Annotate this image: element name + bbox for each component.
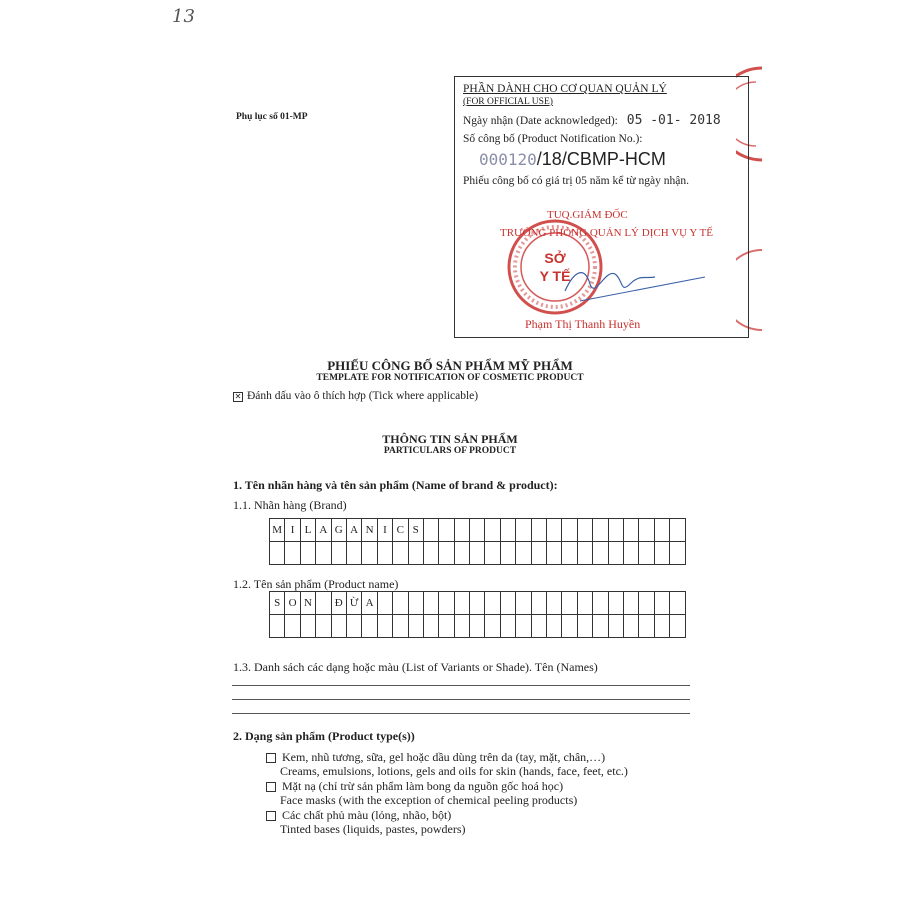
grid-cell bbox=[500, 592, 515, 615]
grid-cell: G bbox=[331, 519, 346, 542]
product-type-label-en: Tinted bases (liquids, pastes, powders) bbox=[280, 822, 466, 836]
grid-cell bbox=[377, 542, 392, 565]
grid-cell bbox=[608, 615, 623, 638]
grid-cell bbox=[516, 592, 531, 615]
variants-label: 1.3. Danh sách các dạng hoặc màu (List of Variants or Shade). Tên (Names) bbox=[233, 660, 598, 674]
product-type-label-en: Creams, emulsions, lotions, gels and oils for skin (hands, face, feet, etc.) bbox=[280, 764, 628, 778]
grid-cell bbox=[316, 592, 331, 615]
grid-cell bbox=[608, 592, 623, 615]
grid-cell bbox=[454, 615, 469, 638]
grid-cell bbox=[500, 519, 515, 542]
grid-cell bbox=[485, 542, 500, 565]
checkbox-icon bbox=[266, 811, 276, 821]
grid-cell bbox=[393, 542, 408, 565]
official-use-box bbox=[454, 76, 749, 338]
grid-cell bbox=[408, 592, 423, 615]
stamp-line1: TUQ.GIÁM ĐỐC bbox=[547, 209, 628, 221]
product-name-grid bbox=[269, 591, 686, 638]
grid-cell bbox=[500, 615, 515, 638]
grid-cell: L bbox=[300, 519, 315, 542]
grid-cell bbox=[454, 519, 469, 542]
grid-cell bbox=[423, 592, 438, 615]
grid-cell bbox=[639, 542, 654, 565]
date-value: 05 -01- 2018 bbox=[626, 113, 721, 128]
form-title-en: TEMPLATE FOR NOTIFICATION OF COSMETIC PRODUCT bbox=[316, 373, 584, 383]
grid-cell bbox=[470, 519, 485, 542]
section1-heading: 1. Tên nhãn hàng và tên sản phẩm (Name of brand & product): bbox=[233, 478, 558, 492]
grid-cell: M bbox=[270, 519, 285, 542]
checkbox-icon bbox=[266, 753, 276, 763]
signer-name: Phạm Thị Thanh Huyền bbox=[525, 317, 641, 331]
grid-cell: I bbox=[377, 519, 392, 542]
grid-cell bbox=[485, 615, 500, 638]
grid-cell bbox=[346, 542, 361, 565]
tick-note: ✕ Đánh dấu vào ô thích hợp (Tick where applicable) bbox=[234, 390, 479, 402]
grid-cell bbox=[423, 519, 438, 542]
grid-cell: A bbox=[346, 519, 361, 542]
grid-cell bbox=[593, 592, 608, 615]
grid-cell bbox=[439, 592, 454, 615]
grid-cell bbox=[331, 542, 346, 565]
grid-cell bbox=[439, 615, 454, 638]
seal-text-line1: SỞ bbox=[544, 250, 566, 266]
grid-cell bbox=[516, 615, 531, 638]
grid-cell bbox=[577, 542, 592, 565]
signature-icon bbox=[495, 239, 715, 319]
grid-cell bbox=[408, 615, 423, 638]
grid-cell bbox=[470, 592, 485, 615]
product-type-option bbox=[266, 808, 451, 823]
product-type-label-vn: Kem, nhũ tương, sữa, gel hoặc dầu dùng trên da (tay, mặt, chân,…) bbox=[282, 750, 606, 764]
grid-cell bbox=[346, 615, 361, 638]
grid-cell bbox=[562, 542, 577, 565]
notification-label: Số công bố (Product Notification No.): bbox=[463, 133, 643, 145]
grid-cell bbox=[577, 519, 592, 542]
grid-cell bbox=[300, 615, 315, 638]
section2-heading: 2. Dạng sản phẩm (Product type(s)) bbox=[233, 729, 415, 743]
grid-cell bbox=[331, 615, 346, 638]
grid-cell bbox=[393, 592, 408, 615]
grid-cell bbox=[377, 615, 392, 638]
grid-cell bbox=[270, 615, 285, 638]
grid-cell bbox=[639, 592, 654, 615]
grid-cell bbox=[285, 542, 300, 565]
product-type-label-vn: Các chất phủ màu (lỏng, nhão, bột) bbox=[282, 808, 452, 822]
grid-cell bbox=[531, 542, 546, 565]
variants-line bbox=[232, 713, 690, 714]
grid-cell bbox=[439, 519, 454, 542]
grid-cell: Đ bbox=[331, 592, 346, 615]
grid-cell bbox=[623, 615, 638, 638]
grid-cell: A bbox=[362, 592, 377, 615]
grid-cell bbox=[439, 542, 454, 565]
grid-cell bbox=[639, 615, 654, 638]
grid-cell bbox=[454, 592, 469, 615]
product-type-label-vn: Mặt nạ (chỉ trừ sản phẩm làm bong da nguồn gốc hoá học) bbox=[282, 779, 564, 793]
grid-cell bbox=[531, 519, 546, 542]
grid-cell bbox=[593, 615, 608, 638]
grid-cell bbox=[593, 519, 608, 542]
official-heading: PHẦN DÀNH CHO CƠ QUAN QUẢN LÝ bbox=[463, 83, 667, 95]
grid-cell bbox=[670, 519, 685, 542]
product-type-label-en: Face masks (with the exception of chemical peeling products) bbox=[280, 793, 578, 807]
grid-cell: C bbox=[393, 519, 408, 542]
grid-cell: A bbox=[316, 519, 331, 542]
grid-cell bbox=[547, 542, 562, 565]
grid-cell bbox=[654, 615, 669, 638]
grid-cell bbox=[623, 519, 638, 542]
grid-cell bbox=[470, 615, 485, 638]
appendix-label: Phụ lục số 01-MP bbox=[236, 112, 308, 122]
variants-line bbox=[232, 685, 690, 686]
grid-cell: Ừ bbox=[346, 592, 361, 615]
checkbox-icon bbox=[266, 782, 276, 792]
form-title-vn: PHIẾU CÔNG BỐ SẢN PHẨM MỸ PHẨM bbox=[327, 358, 573, 373]
grid-cell bbox=[362, 615, 377, 638]
grid-cell bbox=[500, 542, 515, 565]
grid-cell bbox=[608, 519, 623, 542]
grid-cell bbox=[393, 615, 408, 638]
grid-cell bbox=[670, 592, 685, 615]
validity-note: Phiếu công bố có giá trị 05 năm kể từ ngày nhận. bbox=[463, 175, 689, 187]
grid-cell bbox=[531, 615, 546, 638]
grid-cell bbox=[577, 592, 592, 615]
grid-cell bbox=[639, 519, 654, 542]
grid-cell: N bbox=[300, 592, 315, 615]
brand-grid bbox=[269, 518, 686, 565]
grid-cell: S bbox=[408, 519, 423, 542]
grid-cell: I bbox=[285, 519, 300, 542]
product-type-option bbox=[266, 779, 563, 794]
grid-cell: S bbox=[270, 592, 285, 615]
product-type-option bbox=[266, 750, 605, 765]
grid-cell bbox=[654, 519, 669, 542]
grid-cell bbox=[362, 542, 377, 565]
grid-cell bbox=[654, 542, 669, 565]
grid-cell bbox=[316, 615, 331, 638]
stamp-line2: TRƯỞNG PHÒNG QUẢN LÝ DỊCH VỤ Y TẾ bbox=[500, 227, 713, 239]
ticked-checkbox-icon: ✕ bbox=[234, 392, 242, 401]
grid-cell bbox=[608, 542, 623, 565]
date-label: Ngày nhận (Date acknowledged): 05 -01- 2018 bbox=[463, 113, 721, 128]
grid-cell bbox=[577, 615, 592, 638]
info-title-en: PARTICULARS OF PRODUCT bbox=[383, 446, 517, 456]
grid-cell bbox=[670, 542, 685, 565]
notification-suffix: /18/CBMP-HCM bbox=[536, 149, 666, 169]
grid-cell: O bbox=[285, 592, 300, 615]
brand-label: 1.1. Nhãn hàng (Brand) bbox=[233, 498, 347, 512]
grid-cell bbox=[623, 542, 638, 565]
grid-cell bbox=[408, 542, 423, 565]
page-number-mark: 13 bbox=[172, 6, 195, 27]
grid-cell bbox=[562, 615, 577, 638]
grid-cell bbox=[454, 542, 469, 565]
grid-cell bbox=[562, 519, 577, 542]
grid-cell bbox=[516, 542, 531, 565]
notification-number-stamp: 000120 bbox=[479, 150, 537, 169]
grid-cell bbox=[285, 615, 300, 638]
grid-cell bbox=[270, 542, 285, 565]
grid-cell bbox=[654, 592, 669, 615]
grid-cell bbox=[316, 542, 331, 565]
grid-cell bbox=[531, 592, 546, 615]
seal-text-line2: Y TẾ bbox=[539, 268, 571, 284]
grid-cell bbox=[547, 592, 562, 615]
notification-number bbox=[479, 149, 666, 170]
grid-cell bbox=[547, 615, 562, 638]
grid-cell bbox=[547, 519, 562, 542]
grid-cell bbox=[485, 592, 500, 615]
grid-cell bbox=[470, 542, 485, 565]
variants-line bbox=[232, 699, 690, 700]
product-name-label: 1.2. Tên sản phẩm (Product name) bbox=[233, 577, 399, 591]
info-title-vn: THÔNG TIN SẢN PHẨM bbox=[382, 432, 518, 446]
grid-cell bbox=[623, 592, 638, 615]
grid-cell bbox=[300, 542, 315, 565]
grid-cell bbox=[562, 592, 577, 615]
grid-cell: N bbox=[362, 519, 377, 542]
grid-cell bbox=[593, 542, 608, 565]
grid-cell bbox=[670, 615, 685, 638]
grid-cell bbox=[423, 615, 438, 638]
official-heading-en: (FOR OFFICIAL USE) bbox=[463, 97, 553, 107]
grid-cell bbox=[485, 519, 500, 542]
grid-cell bbox=[516, 519, 531, 542]
grid-cell bbox=[377, 592, 392, 615]
grid-cell bbox=[423, 542, 438, 565]
